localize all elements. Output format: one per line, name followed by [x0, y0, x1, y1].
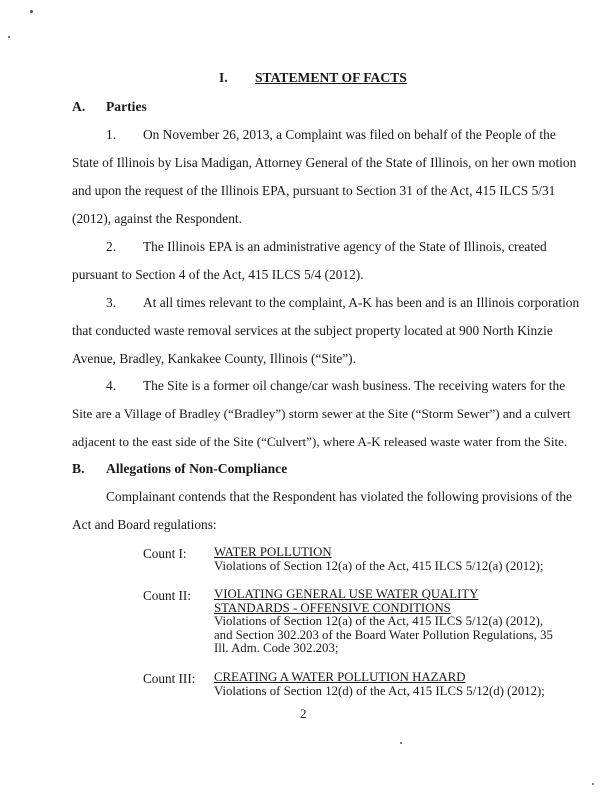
scan-speck — [592, 783, 594, 785]
count-2-detail: and Section 302.203 of the Board Water Pollution Regulations, 35 — [214, 627, 553, 642]
complainant-line: Act and Board regulations: — [72, 517, 217, 532]
count-2-detail: Ill. Adm. Code 302.203; — [214, 641, 339, 656]
count-3-detail: Violations of Section 12(d) of the Act, 415 ILCS 5/12(d) (2012); — [214, 683, 545, 698]
count-1-label: Count I: — [143, 546, 187, 561]
paragraph-3-line: that conducted waste removal services at the subject property located at 900 North Kinzie — [72, 323, 553, 338]
paragraph-1-line: On November 26, 2013, a Complaint was filed on behalf of the People of the — [143, 127, 556, 142]
paragraph-2-line: pursuant to Section 4 of the Act, 415 ILCS 5/4 (2012). — [72, 267, 364, 282]
section-number: I. — [219, 70, 228, 85]
scan-speck — [8, 36, 10, 38]
count-2-title: STANDARDS - OFFENSIVE CONDITIONS — [214, 600, 451, 615]
count-3-label: Count III: — [143, 671, 196, 686]
section-heading — [219, 70, 407, 86]
count-2-title: VIOLATING GENERAL USE WATER QUALITY — [214, 587, 479, 601]
page-number: 2 — [300, 706, 307, 721]
subsection-a-label: A. — [72, 99, 86, 114]
section-title: STATEMENT OF FACTS — [255, 70, 407, 85]
paragraph-4-line: Site are a Village of Bradley (“Bradley”) storm sewer at the Site (“Storm Sewer”) and a culvert — [72, 406, 571, 421]
subsection-b-label: B. — [72, 461, 85, 476]
scan-speck — [400, 742, 402, 744]
paragraph-1-line: and upon the request of the Illinois EPA, pursuant to Section 31 of the Act, 415 ILCS 5/31 — [72, 183, 556, 198]
count-1-detail: Violations of Section 12(a) of the Act, 415 ILCS 5/12(a) (2012); — [214, 558, 544, 573]
paragraph-3-line: At all times relevant to the complaint, A-K has been and is an Illinois corporation — [143, 295, 580, 310]
paragraph-2-line: The Illinois EPA is an administrative agency of the State of Illinois, created — [143, 239, 547, 254]
count-1-title: WATER POLLUTION — [214, 545, 332, 559]
count-2-detail: Violations of Section 12(a) of the Act, 415 ILCS 5/12(a) (2012), — [214, 614, 544, 629]
subsection-a-title: Parties — [106, 99, 147, 114]
count-2-label: Count II: — [143, 588, 191, 603]
paragraph-4-number: 4. — [106, 378, 117, 393]
count-2-block — [214, 588, 553, 656]
paragraph-3-line: Avenue, Bradley, Kankakee County, Illinois (“Site”). — [72, 351, 356, 366]
paragraph-1-number: 1. — [106, 127, 117, 142]
complainant-line: Complainant contends that the Respondent has violated the following provisions of the — [106, 489, 572, 504]
paragraph-1-line: State of Illinois by Lisa Madigan, Attorney General of the State of Illinois, on her own motion — [72, 155, 577, 170]
count-1-block — [214, 546, 543, 573]
subsection-b-title: Allegations of Non-Compliance — [106, 461, 288, 476]
paragraph-1-line: (2012), against the Respondent. — [72, 211, 242, 226]
paragraph-3-number: 3. — [106, 295, 117, 310]
paragraph-2-number: 2. — [106, 239, 117, 254]
paragraph-4-line: adjacent to the east side of the Site (“Culvert”), where A-K released waste water from the Site. — [72, 434, 568, 449]
paragraph-4-line: The Site is a former oil change/car wash business. The receiving waters for the — [143, 378, 566, 393]
scan-speck — [30, 10, 33, 13]
count-3-block — [214, 671, 545, 698]
count-3-title: CREATING A WATER POLLUTION HAZARD — [214, 670, 466, 684]
